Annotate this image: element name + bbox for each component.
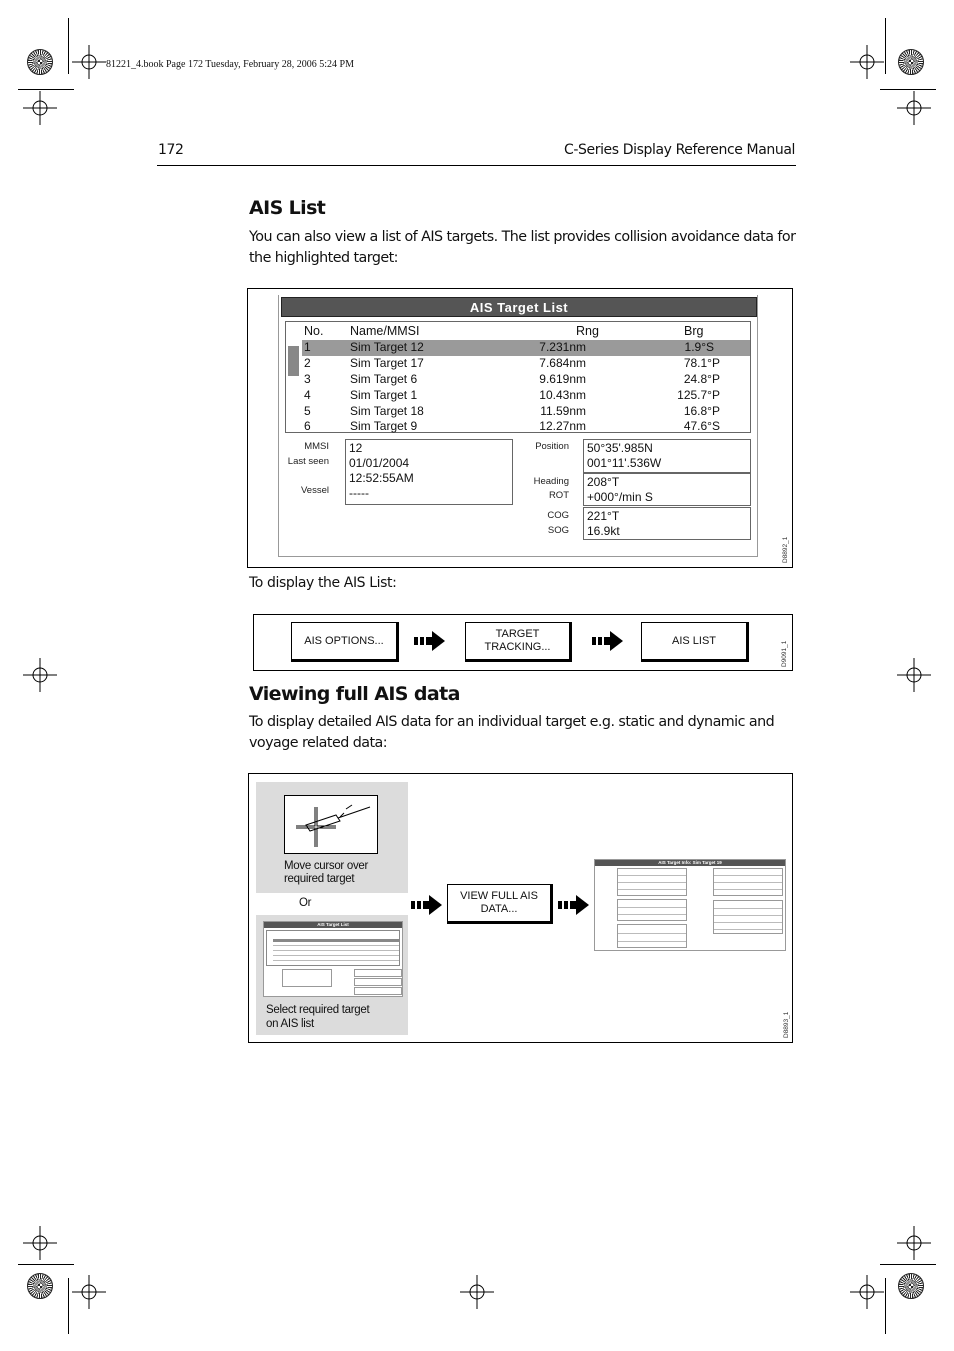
- registration-mark-icon: [850, 1275, 884, 1309]
- mini-row: [618, 907, 687, 908]
- label-vessel: Vessel: [301, 485, 329, 496]
- mini-ais-list-thumbnail: [263, 921, 403, 997]
- menu-flow-figure: [253, 614, 793, 671]
- column-header-no: No.: [304, 324, 324, 338]
- trim-mark: [885, 1278, 886, 1334]
- position-box: [583, 439, 751, 473]
- cursor-panel: [256, 782, 408, 893]
- trim-mark: [68, 18, 69, 74]
- row-brg: 78.1°P: [683, 356, 720, 370]
- registration-mark-icon: [897, 91, 931, 125]
- value-vessel: -----: [349, 486, 369, 500]
- mini-row: [714, 915, 783, 916]
- vessel-details-box: [345, 439, 513, 505]
- section-body-ais-list: You can also view a list of AIS targets. The list provides collision avoidance data for the highlighted target:: [249, 229, 796, 266]
- column-header-rng: Rng: [576, 324, 599, 338]
- trim-mark: [880, 89, 936, 90]
- row-rng: 7.684nm: [539, 356, 586, 370]
- row-brg: 16.8°P: [683, 404, 720, 418]
- mini-row: [618, 941, 687, 942]
- mini-info-box: [617, 899, 687, 921]
- row-brg: 24.8°P: [683, 372, 720, 386]
- row-no: 3: [304, 372, 311, 386]
- mini-row: [273, 960, 399, 961]
- trim-mark: [885, 18, 886, 74]
- trim-mark: [18, 1264, 74, 1265]
- row-rng: 11.59nm: [540, 404, 586, 418]
- row-name: Sim Target 17: [350, 356, 424, 370]
- value-time: 12:52:55AM: [349, 471, 414, 485]
- row-name: Sim Target 9: [350, 419, 418, 433]
- mini-row: [273, 945, 399, 946]
- mini-row: [714, 908, 783, 909]
- value-date: 01/01/2004: [349, 456, 410, 470]
- table-row[interactable]: [302, 419, 750, 435]
- label-last-seen: Last seen: [287, 456, 329, 467]
- trim-mark: [880, 1264, 936, 1265]
- heading-rot-box: [583, 473, 751, 506]
- print-info: 81221_4.book Page 172 Tuesday, February 28, 2006 5:24 PM: [106, 59, 354, 70]
- row-no: 4: [304, 388, 311, 402]
- table-row-selected[interactable]: [302, 340, 750, 356]
- row-brg: 1.9°S: [684, 340, 714, 354]
- registration-mark-icon: [897, 1226, 931, 1260]
- caption-cursor-line2: required target: [284, 873, 355, 885]
- list-scrollbar-thumb[interactable]: [288, 346, 299, 376]
- figure-code: D8893_1: [783, 1011, 790, 1038]
- view-full-ais-data-button[interactable]: [447, 884, 553, 924]
- row-rng: 7.231nm: [539, 340, 586, 354]
- row-no: 6: [304, 419, 311, 433]
- mini-row: [714, 889, 783, 890]
- value-mmsi: 12: [349, 441, 363, 455]
- value-lon: 001°11'.536W: [587, 456, 662, 470]
- ais-target-table: [285, 321, 751, 433]
- mini-position-box: [354, 969, 402, 977]
- row-brg: 47.6°S: [683, 419, 720, 433]
- color-bar-icon: [898, 49, 924, 75]
- caption-list-line2: on AIS list: [266, 1018, 314, 1030]
- registration-mark-icon: [850, 45, 884, 79]
- mini-ais-info-thumbnail: [594, 859, 786, 951]
- column-header-brg: Brg: [684, 324, 704, 338]
- value-rot: +000°/min S: [587, 490, 653, 504]
- arrow-right-icon: [592, 630, 624, 652]
- row-name: Sim Target 18: [350, 404, 424, 418]
- mini-info-box: [617, 868, 687, 896]
- mini-row: [618, 914, 687, 915]
- button-label: AIS OPTIONS...: [304, 634, 384, 647]
- row-brg: 125.7°P: [677, 388, 720, 402]
- ais-list-figure: [247, 288, 793, 568]
- row-rng: 9.619nm: [539, 372, 586, 386]
- button-label-line2: DATA...: [480, 903, 518, 915]
- value-cog: 221°T: [587, 509, 620, 523]
- caption-cursor-line1: Move cursor over: [284, 860, 369, 872]
- instruction-ais-list: To display the AIS List:: [249, 575, 397, 591]
- mini-row: [714, 875, 783, 876]
- table-row[interactable]: [302, 356, 750, 372]
- mini-heading-box: [354, 978, 402, 986]
- arrow-right-icon: [558, 894, 590, 916]
- registration-mark-icon: [23, 658, 57, 692]
- value-sog: 16.9kt: [587, 524, 620, 538]
- mini-row: [714, 929, 783, 930]
- registration-mark-icon: [23, 1226, 57, 1260]
- mini-row: [618, 875, 687, 876]
- arrow-right-icon: [411, 894, 443, 916]
- color-bar-icon: [898, 1273, 924, 1299]
- button-label-line2: TRACKING...: [484, 641, 551, 653]
- figure-code: D9091_1: [781, 640, 788, 667]
- table-row[interactable]: [302, 388, 750, 404]
- label-heading: Heading: [533, 476, 569, 487]
- row-no: 2: [304, 356, 311, 370]
- row-name: Sim Target 12: [350, 340, 424, 354]
- label-mmsi: MMSI: [304, 441, 329, 452]
- value-lat: 50°35'.985N: [587, 441, 653, 455]
- button-label-line1: VIEW FULL AIS: [460, 890, 538, 902]
- mini-row: [618, 889, 687, 890]
- registration-mark-icon: [460, 1275, 494, 1309]
- mini-row: [714, 922, 783, 923]
- button-label-line1: TARGET: [495, 628, 540, 640]
- mini-info-box: [713, 900, 783, 934]
- row-name: Sim Target 1: [350, 388, 418, 402]
- mini-selected-row: [273, 939, 399, 942]
- full-ais-data-figure: [248, 773, 793, 1043]
- caption-list-line1: Select required target: [266, 1004, 370, 1016]
- row-rng: 12.27nm: [539, 419, 586, 433]
- arrow-right-icon: [414, 630, 446, 652]
- mini-info-box: [617, 924, 687, 948]
- trim-mark: [68, 1278, 69, 1334]
- section-heading-full-ais: Viewing full AIS data: [249, 683, 460, 705]
- or-label: Or: [299, 897, 312, 909]
- mini-cog-box: [354, 987, 402, 995]
- mini-list-table: [266, 930, 400, 966]
- row-rng: 10.43nm: [539, 388, 586, 402]
- ais-list-screen: [278, 295, 758, 557]
- section-body-full-ais: To display detailed AIS data for an individual target e.g. static and dynamic and voyage related data:: [249, 714, 775, 751]
- registration-mark-icon: [72, 1275, 106, 1309]
- mini-row: [273, 955, 399, 956]
- mini-row: [618, 933, 687, 934]
- registration-mark-icon: [72, 45, 106, 79]
- label-position: Position: [535, 441, 569, 452]
- ais-list-title: AIS Target List: [281, 297, 757, 317]
- row-name: Sim Target 6: [350, 372, 418, 386]
- ais-list-button[interactable]: [641, 622, 749, 662]
- mini-row: [273, 950, 399, 951]
- target-tracking-button[interactable]: [465, 622, 572, 662]
- mini-details-box: [282, 969, 332, 987]
- registration-mark-icon: [897, 658, 931, 692]
- row-no: 5: [304, 404, 311, 418]
- mini-list-title: AIS Target List: [264, 922, 402, 928]
- color-bar-icon: [27, 49, 53, 75]
- section-heading-ais-list: AIS List: [249, 197, 326, 219]
- header-rule: [157, 165, 796, 166]
- mini-row: [714, 882, 783, 883]
- cog-sog-box: [583, 507, 751, 540]
- label-rot: ROT: [548, 490, 569, 501]
- ais-options-button[interactable]: [291, 622, 399, 662]
- figure-code: D8892_1: [782, 536, 789, 563]
- column-header-name: Name/MMSI: [350, 324, 420, 338]
- cursor-over-target-icon: [284, 795, 378, 854]
- table-row[interactable]: [302, 404, 750, 420]
- button-label: AIS LIST: [671, 634, 717, 647]
- mini-row: [618, 882, 687, 883]
- mini-info-box: [713, 868, 783, 896]
- manual-title: C-Series Display Reference Manual: [563, 142, 795, 158]
- label-cog: COG: [547, 510, 569, 521]
- color-bar-icon: [27, 1273, 53, 1299]
- mini-info-title: AIS Target Info: Sim Target 19: [595, 860, 785, 866]
- row-no: 1: [304, 340, 311, 354]
- trim-mark: [18, 89, 74, 90]
- value-heading: 208°T: [587, 475, 620, 489]
- label-sog: SOG: [547, 525, 569, 536]
- page-number: 172: [158, 142, 184, 158]
- registration-mark-icon: [23, 91, 57, 125]
- list-panel: [256, 915, 408, 1035]
- table-row[interactable]: [302, 372, 750, 388]
